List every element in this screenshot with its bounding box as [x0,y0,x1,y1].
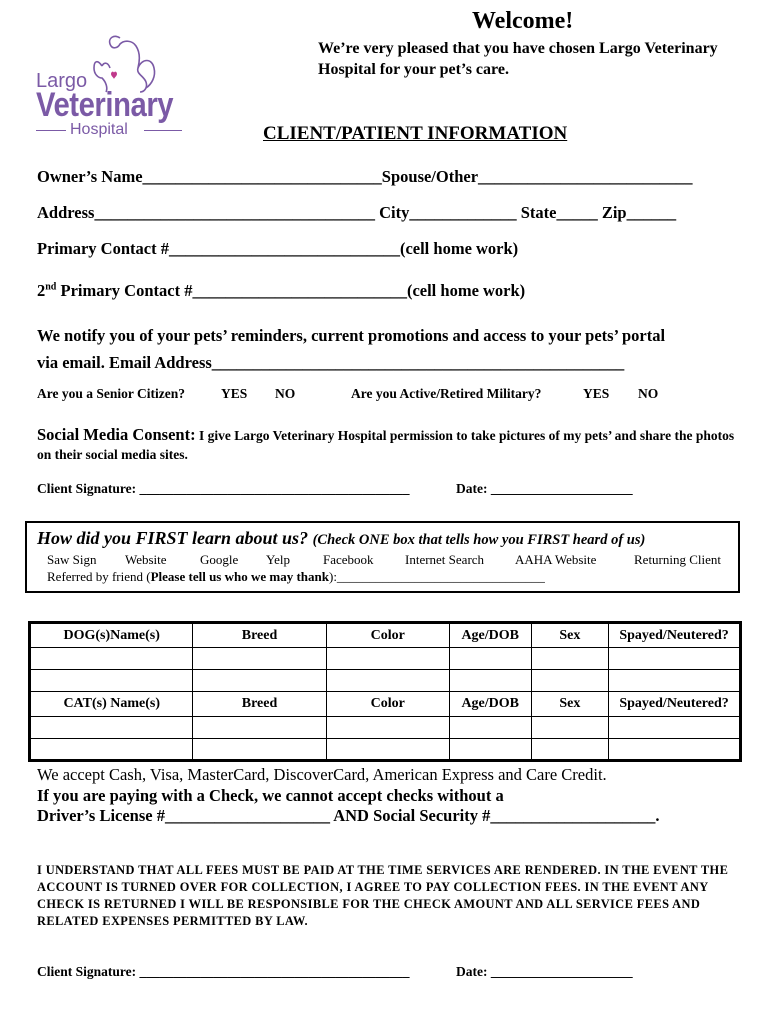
cell[interactable] [609,670,741,692]
logo-hospital: Hospital [70,121,128,138]
cat-col-sex: Sex [531,692,609,717]
cell[interactable] [30,648,193,670]
logo-rule-left [36,130,66,131]
dog-col-age: Age/DOB [449,623,531,648]
cat-row[interactable] [30,739,741,761]
senior-no-option[interactable]: NO [275,386,296,401]
dog-col-color: Color [326,623,449,648]
senior-question: Are you a Senior Citizen? [37,386,185,401]
cell[interactable] [193,717,326,739]
consent-lead: Social Media Consent: [37,425,196,444]
consent-text: I give Largo Veterinary Hospital permission to take pictures of my pets’ and share the photos on their social media sites. [37,428,735,462]
cat-row[interactable] [30,717,741,739]
cell[interactable] [449,739,531,761]
dog-col-sex: Sex [531,623,609,648]
friend-prefix: Referred by friend ( [47,569,151,584]
cell[interactable] [531,670,609,692]
cell[interactable] [326,739,449,761]
dog-col-breed: Breed [193,623,326,648]
cat-col-breed: Breed [193,692,326,717]
dog-header-row [30,623,741,648]
logo-rule-right [144,130,182,131]
option-aaha-website[interactable]: AAHA Website [515,552,597,567]
cell[interactable] [326,717,449,739]
second-primary-contact-field[interactable] [37,281,525,301]
cat-header-row [30,692,741,717]
friend-bold: Please tell us who we may thank [150,569,329,584]
senior-yes-option[interactable]: YES [221,386,248,401]
cell[interactable] [531,648,609,670]
cell[interactable] [531,717,609,739]
cell[interactable] [30,670,193,692]
option-google[interactable]: Google [200,552,239,567]
cat-col-spayed: Spayed/Neutered? [609,692,741,717]
cell[interactable] [326,670,449,692]
notify-line-1: We notify you of your pets’ reminders, current promotions and access to your pets’ portal [37,326,666,345]
referral-title: How did you FIRST learn about us? [37,528,309,548]
largo-veterinary-logo [28,30,198,142]
military-question: Are you Active/Retired Military? [351,386,542,401]
cell[interactable] [609,717,741,739]
address-field[interactable]: Address__________________________________ City_____________ State_____ Zip______ [37,203,677,222]
dog-row[interactable] [30,670,741,692]
cell[interactable] [609,648,741,670]
cell[interactable] [193,670,326,692]
second-rest: Primary Contact #__________________________(cell home work) [56,281,526,300]
check-policy: If you are paying with a Check, we cannot accept checks without a [37,786,504,805]
referral-box [25,521,740,593]
email-address-field[interactable]: via email. Email Address__________________________________________________ [37,353,625,372]
cell[interactable] [326,648,449,670]
license-ssn-field[interactable]: Driver’s License #____________________ AND Social Security #____________________. [37,806,660,825]
option-internet-search[interactable]: Internet Search [405,552,485,567]
cell[interactable] [531,739,609,761]
option-facebook[interactable]: Facebook [323,552,374,567]
cat-col-name: CAT(s) Name(s) [30,692,193,717]
welcome-heading: Welcome! [472,8,574,34]
referral-title-line [37,528,645,549]
military-yes-option[interactable]: YES [583,386,610,401]
cell[interactable] [449,670,531,692]
cell[interactable] [193,739,326,761]
option-saw-sign[interactable]: Saw Sign [47,552,97,567]
option-returning-client[interactable]: Returning Client [634,552,722,567]
owner-spouse-field[interactable]: Owner’s Name_____________________________Spouse/Other__________________________ [37,167,693,186]
client-signature-field-1[interactable]: Client Signature: ________________________________________ [37,481,410,496]
cat-col-color: Color [326,692,449,717]
option-yelp[interactable]: Yelp [266,552,290,567]
referral-subtitle: (Check ONE box that tells how you FIRST heard of us) [312,532,646,548]
cat-col-age: Age/DOB [449,692,531,717]
cell[interactable] [193,648,326,670]
logo-largo: Largo [36,70,88,92]
fees-terms: I UNDERSTAND THAT ALL FEES MUST BE PAID AT THE TIME SERVICES ARE RENDERED. IN THE EVENT THE ACCOUNT IS TURNED OVER FOR COLLECTION, I AGREE TO PAY COLLECTION FEES. IN THE EVENT ANY CHECK IS RETURNED I WILL BE RESPONSIBLE FOR THE CHECK AMOUNT AND ALL SERVICE FEES AND RELATED EXPENSES PERMITTED BY LAW. [37,863,729,928]
dog-row[interactable] [30,648,741,670]
military-no-option[interactable]: NO [638,386,659,401]
cell[interactable] [609,739,741,761]
date-field-2[interactable]: Date: _____________________ [456,964,633,979]
pet-table [28,621,742,762]
email-notify-block [37,322,737,376]
cell[interactable] [449,648,531,670]
dog-col-spayed: Spayed/Neutered? [609,623,741,648]
cell[interactable] [449,717,531,739]
option-website[interactable]: Website [125,552,167,567]
section-title: CLIENT/PATIENT INFORMATION [263,123,568,144]
second-prefix: 2 [37,281,46,300]
logo-veterinary: Veterinary [36,86,174,124]
client-signature-field-2[interactable]: Client Signature: ________________________________________ [37,964,410,979]
cell[interactable] [30,739,193,761]
second-sup: nd [45,281,57,293]
primary-contact-field[interactable]: Primary Contact #____________________________(cell home work) [37,239,519,258]
referred-by-friend-field[interactable] [47,569,545,585]
friend-suffix: ):________________________________ [328,569,545,584]
dog-col-name: DOG(s)Name(s) [30,623,193,648]
date-field-1[interactable]: Date: _____________________ [456,481,633,496]
payment-accepted: We accept Cash, Visa, MasterCard, DiscoverCard, American Express and Care Credit. [37,765,607,784]
intro-text: We’re very pleased that you have chosen Largo Veterinary Hospital for your pet’s care. [318,40,718,78]
social-media-consent [37,425,737,464]
cell[interactable] [30,717,193,739]
